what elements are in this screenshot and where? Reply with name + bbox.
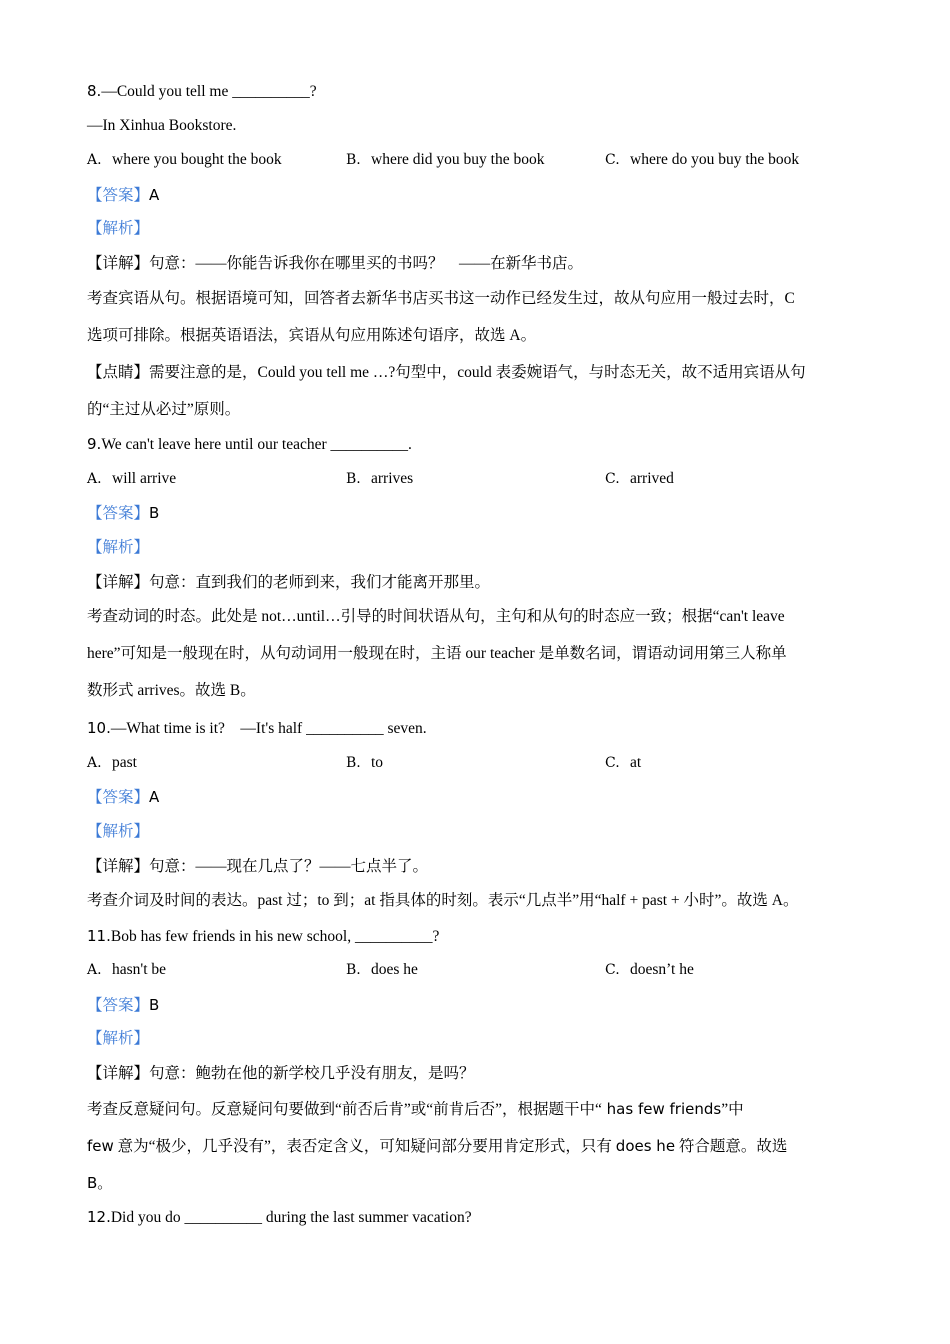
explanation-line: 选项可排除。根据英语语法，宾语从句应用陈述句语序，故选 A。 <box>87 326 537 344</box>
option-c: C. at <box>605 753 642 771</box>
question-8-answer-line: —In Xinhua Bookstore. <box>87 116 237 134</box>
detail-text: 句意：鲍勃在他的新学校几乎没有朋友，是吗？ <box>149 1065 475 1083</box>
detail-text: 句意：——你能告诉我你在哪里买的书吗？ ——在新华书店。 <box>149 254 584 272</box>
question-9-options <box>87 466 865 501</box>
question-11-options <box>87 957 865 992</box>
detail-text: 句意：——现在几点了？——七点半了。 <box>149 857 429 875</box>
answer-value: B <box>149 995 160 1014</box>
option-a: A. hasn't be <box>87 961 167 979</box>
analysis-tag: 【解析】 <box>87 220 150 238</box>
option-c: C. where do you buy the book <box>605 151 800 169</box>
explanation-line: 考查介词及时间的表达。past 过；to 到；at 指具体的时刻。表示“几点半”用“half + past + 小时”。故选 A。 <box>87 892 799 910</box>
detail-row <box>87 570 865 605</box>
answer-row <box>87 992 865 1027</box>
analysis-tag: 【解析】 <box>87 1030 150 1048</box>
detail-row <box>87 854 865 889</box>
detail-tag: 【详解】 <box>87 254 150 272</box>
question-12-stem: 12.Did you do __________ during the last summer vacation? <box>87 1208 472 1227</box>
question-10-options <box>87 750 865 785</box>
detail-tag: 【详解】 <box>87 1065 150 1083</box>
option-c: C. arrived <box>605 469 674 487</box>
explanation-line: few 意为“极少，几乎没有”，表否定含义，可知疑问部分要用肯定形式，只有 does he 符合题意。故选 <box>87 1136 788 1155</box>
answer-tag: 【答案】 <box>87 789 150 807</box>
answer-value: A <box>149 788 160 807</box>
explanation-line: 考查宾语从句。根据语境可知，回答者去新华书店买书这一动作已经发生过，故从句应用一般过去时，C <box>87 289 795 307</box>
detail-text: 句意：直到我们的老师到来，我们才能离开那里。 <box>149 573 491 591</box>
option-a: A. past <box>87 753 137 771</box>
answer-tag: 【答案】 <box>87 996 150 1014</box>
option-b: B. where did you buy the book <box>346 151 545 169</box>
detail-tag: 【详解】 <box>87 857 150 875</box>
answer-value: B <box>149 504 160 523</box>
document-body <box>87 78 865 1239</box>
question-10-stem: 10.—What time is it? —It's half __________ seven. <box>87 719 427 738</box>
detail-row <box>87 251 865 286</box>
analysis-tag: 【解析】 <box>87 822 150 840</box>
detail-tag: 【详解】 <box>87 573 150 591</box>
detail-row <box>87 1061 865 1096</box>
option-b: B. to <box>346 753 384 771</box>
question-8-options <box>87 147 865 182</box>
analysis-tag: 【解析】 <box>87 538 150 556</box>
tip-row: 【点睛】需要注意的是，Could you tell me …?句型中，could 表委婉语气，与时态无关，故不适用宾语从句 <box>87 363 806 381</box>
answer-row <box>87 182 865 217</box>
question-8-stem: 8.—Could you tell me __________? <box>87 82 317 100</box>
answer-tag: 【答案】 <box>87 505 150 523</box>
option-b: B. arrives <box>346 469 414 487</box>
answer-row <box>87 500 865 535</box>
question-11-stem: 11.Bob has few friends in his new school, __________? <box>87 926 440 945</box>
option-b: B. does he <box>346 961 418 979</box>
explanation-line: 考查反意疑问句。反意疑问句要做到“前否后肯”或“前肯后否”，根据题干中“ has few friends”中 <box>87 1099 744 1118</box>
question-9-stem: 9.We can't leave here until our teacher __________. <box>87 435 412 454</box>
tip-line: 的“主过从必过”原则。 <box>87 400 241 418</box>
answer-value: A <box>149 185 160 204</box>
explanation-line: here”可知是一般现在时，从句动词用一般现在时，主语 our teacher 是单数名词，谓语动词用第三人称单 <box>87 645 787 663</box>
option-a: A. where you bought the book <box>87 151 282 169</box>
tip-tag: 【点睛】 <box>87 363 150 381</box>
answer-tag: 【答案】 <box>87 186 150 204</box>
explanation-line: 数形式 arrives。故选 B。 <box>87 682 256 700</box>
option-c: C. doesn’t he <box>605 961 694 979</box>
option-a: A. will arrive <box>87 469 177 487</box>
explanation-line: 考查动词的时态。此处是 not…until…引导的时间状语从句，主句和从句的时态应一致；根据“can't leave <box>87 608 785 626</box>
explanation-line: B。 <box>87 1173 113 1192</box>
answer-row <box>87 784 865 819</box>
